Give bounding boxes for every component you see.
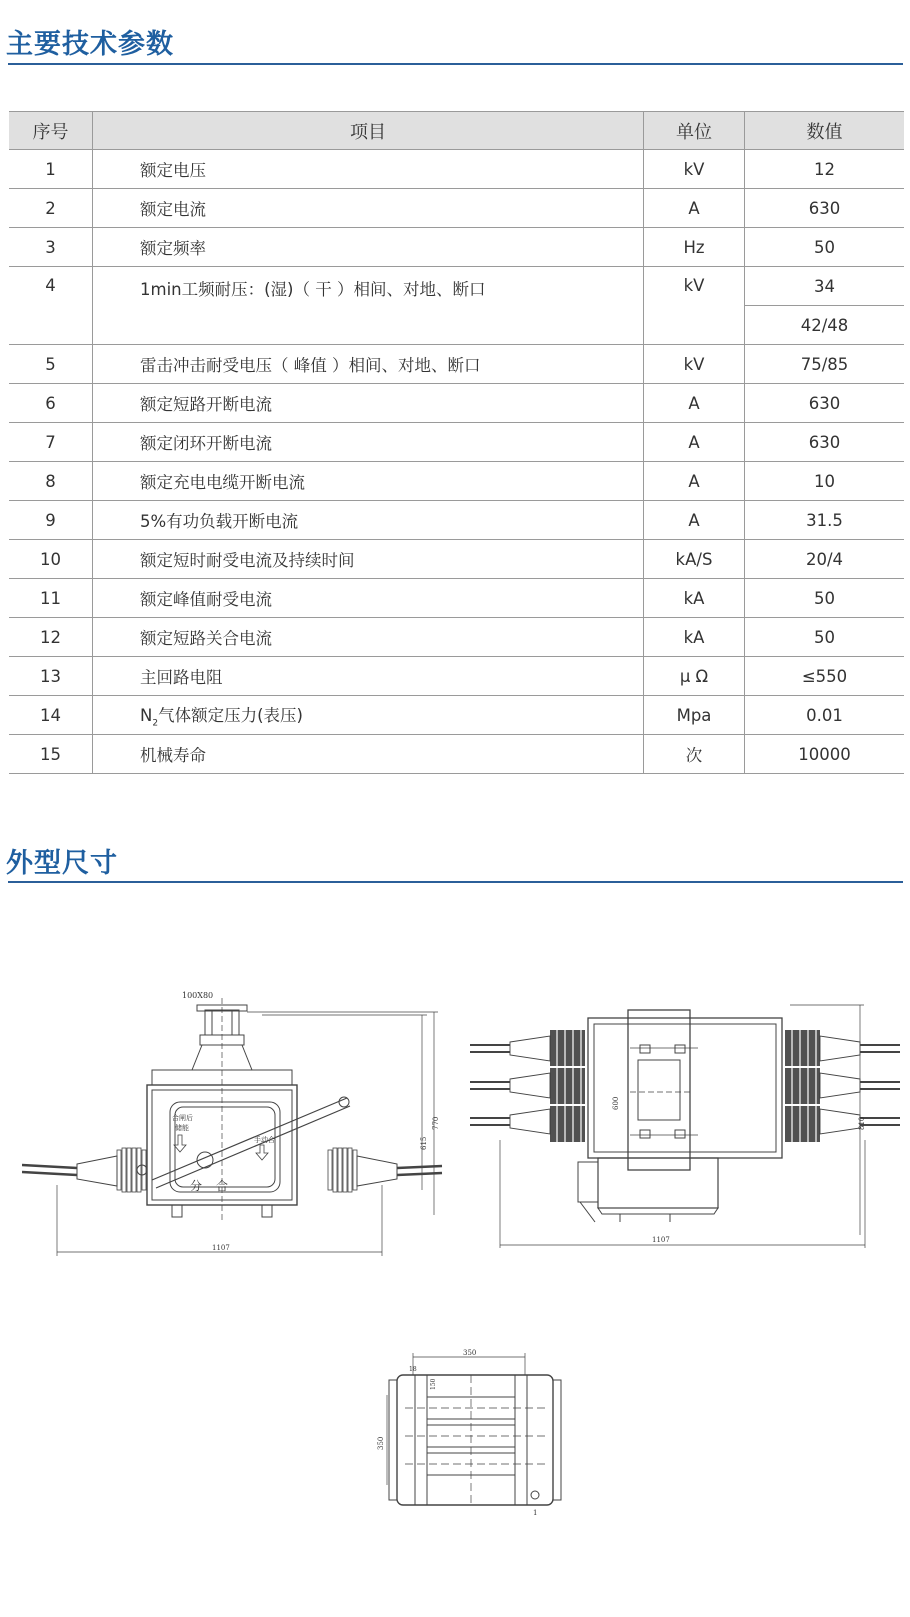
table-row xyxy=(9,462,904,501)
front-dim-width: 1107 xyxy=(212,1244,230,1252)
front-note-2: 储能 xyxy=(175,1124,189,1132)
header-no: 序号 xyxy=(9,112,93,150)
table-row xyxy=(9,501,904,540)
table-row xyxy=(9,618,904,657)
cell-no: 5 xyxy=(9,345,93,384)
cell-item: 5%有功负载开断电流 xyxy=(93,501,644,540)
cell-value: 630 xyxy=(745,423,905,462)
bottom-dim-left: 350 xyxy=(377,1436,385,1450)
table-row xyxy=(9,267,904,306)
cell-no: 2 xyxy=(9,189,93,228)
cell-value: ≤550 xyxy=(745,657,905,696)
table-row xyxy=(9,423,904,462)
table-row xyxy=(9,384,904,423)
table-row xyxy=(9,150,904,189)
cell-no: 8 xyxy=(9,462,93,501)
cell-no: 3 xyxy=(9,228,93,267)
cell-value-2: 42/48 xyxy=(745,306,905,345)
n2-symbol: N xyxy=(140,705,153,725)
front-view-drawing xyxy=(22,990,462,1270)
bottom-dim-small2: 150 xyxy=(430,1378,437,1390)
cell-unit: kA xyxy=(644,579,745,618)
cell-unit: A xyxy=(644,423,745,462)
cell-item: 主回路电阻 xyxy=(93,657,644,696)
cell-unit: A xyxy=(644,189,745,228)
table-row xyxy=(9,696,904,735)
front-dim-h2: 770 xyxy=(432,1116,440,1130)
cell-no: 4 xyxy=(9,267,93,345)
bottom-dim-small1: 18 xyxy=(409,1366,417,1373)
cell-unit: kV xyxy=(644,345,745,384)
side-dim-h: 810 xyxy=(858,1116,866,1130)
cell-unit: Mpa xyxy=(644,696,745,735)
cell-value: 12 xyxy=(745,150,905,189)
cell-unit: A xyxy=(644,384,745,423)
cell-no: 12 xyxy=(9,618,93,657)
cell-value: 50 xyxy=(745,579,905,618)
cell-value: 20/4 xyxy=(745,540,905,579)
cell-unit: Hz xyxy=(644,228,745,267)
cell-item: 机械寿命 xyxy=(93,735,644,774)
cell-value: 630 xyxy=(745,189,905,228)
cell-item: 额定电压 xyxy=(93,150,644,189)
cell-unit: kA xyxy=(644,618,745,657)
front-top-label: 100X80 xyxy=(182,991,214,1000)
table-header-row xyxy=(9,112,904,150)
cell-value: 34 xyxy=(745,267,905,306)
cell-item: 雷击冲击耐受电压（ 峰值 ）相间、对地、断口 xyxy=(93,345,644,384)
cell-item: 额定闭环开断电流 xyxy=(93,423,644,462)
spec-table xyxy=(9,111,904,774)
front-note-4: 分 xyxy=(190,1179,203,1193)
front-note-5: 合 xyxy=(216,1179,229,1193)
cell-no: 6 xyxy=(9,384,93,423)
specs-heading: 主要技术参数 xyxy=(6,29,174,60)
table-row xyxy=(9,228,904,267)
bottom-view-drawing xyxy=(375,1345,575,1535)
cell-value: 10 xyxy=(745,462,905,501)
cell-value: 75/85 xyxy=(745,345,905,384)
cell-unit: A xyxy=(644,501,745,540)
cell-value: 0.01 xyxy=(745,696,905,735)
dims-heading-rule xyxy=(8,881,903,883)
side-view-drawing xyxy=(470,990,900,1260)
cell-no: 15 xyxy=(9,735,93,774)
cell-item: 1min工频耐压：(湿)（ 干 ）相间、对地、断口 xyxy=(93,267,644,345)
cell-item: 额定充电电缆开断电流 xyxy=(93,462,644,501)
header-unit: 单位 xyxy=(644,112,745,150)
table-row xyxy=(9,540,904,579)
table-row xyxy=(9,657,904,696)
cell-value: 50 xyxy=(745,618,905,657)
cell-value: 31.5 xyxy=(745,501,905,540)
cell-unit: A xyxy=(644,462,745,501)
cell-item: 额定峰值耐受电流 xyxy=(93,579,644,618)
cell-item: 额定频率 xyxy=(93,228,644,267)
n2-label: 气体额定压力(表压) xyxy=(158,705,303,725)
cell-unit: μ Ω xyxy=(644,657,745,696)
table-row xyxy=(9,345,904,384)
side-dim-inner: 600 xyxy=(612,1096,620,1110)
cell-item: 额定短路开断电流 xyxy=(93,384,644,423)
cell-unit: kV xyxy=(644,150,745,189)
header-value: 数值 xyxy=(745,112,905,150)
cell-no: 10 xyxy=(9,540,93,579)
cell-item: 额定短时耐受电流及持续时间 xyxy=(93,540,644,579)
cell-value: 10000 xyxy=(745,735,905,774)
dims-heading: 外型尺寸 xyxy=(6,848,118,879)
specs-heading-rule xyxy=(8,63,903,65)
front-note-1: 合闸后 xyxy=(172,1114,193,1122)
table-row xyxy=(9,189,904,228)
cell-no: 13 xyxy=(9,657,93,696)
cell-no: 14 xyxy=(9,696,93,735)
cell-value: 50 xyxy=(745,228,905,267)
cell-item xyxy=(93,696,644,735)
cell-unit: 次 xyxy=(644,735,745,774)
cell-no: 7 xyxy=(9,423,93,462)
cell-unit: kA/S xyxy=(644,540,745,579)
cell-item: 额定电流 xyxy=(93,189,644,228)
n2-subscript: 2 xyxy=(152,718,159,729)
side-dim-width: 1107 xyxy=(652,1236,670,1244)
front-note-3: 手动合 xyxy=(254,1136,275,1144)
table-row xyxy=(9,735,904,774)
front-dim-h1: 615 xyxy=(420,1136,428,1150)
header-item: 项目 xyxy=(93,112,644,150)
table-row xyxy=(9,579,904,618)
cell-no: 1 xyxy=(9,150,93,189)
cell-no: 11 xyxy=(9,579,93,618)
bottom-mark: 1 xyxy=(533,1509,538,1517)
cell-unit: kV xyxy=(644,267,745,345)
cell-no: 9 xyxy=(9,501,93,540)
cell-value: 630 xyxy=(745,384,905,423)
cell-item: 额定短路关合电流 xyxy=(93,618,644,657)
bottom-dim-top: 350 xyxy=(463,1349,477,1357)
